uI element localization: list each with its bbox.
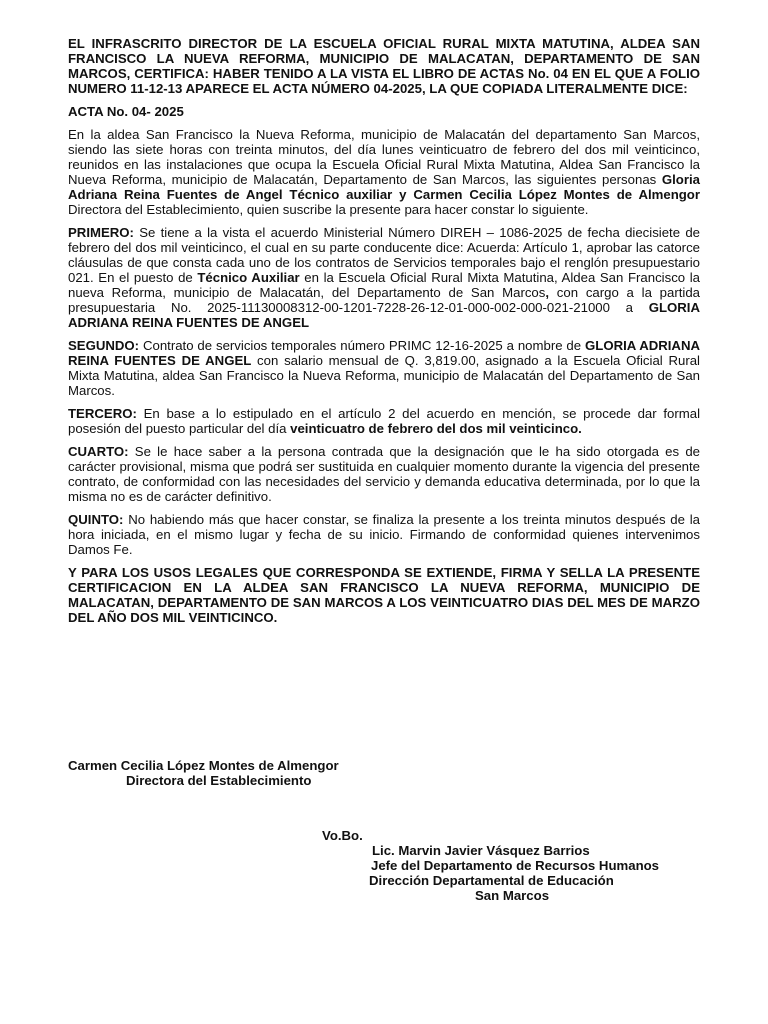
acta-title: ACTA No. 04- 2025 [68,104,184,119]
vobo-title-2: Dirección Departamental de Educación [369,873,614,888]
quinto-label: QUINTO: [68,512,124,527]
tercero-paragraph [68,406,700,436]
segundo-label: SEGUNDO: [68,338,140,353]
certification-header: EL INFRASCRITO DIRECTOR DE LA ESCUELA OFICIAL RURAL MIXTA MATUTINA, ALDEA SAN FRANCISCO LA NUEVA REFORMA, MUNICIPIO DE MALACATAN, DEPARTAMENTO DE SAN MARCOS, CERTIFICA: HABER TENIDO A LA VISTA EL LIBRO DE ACTAS No. 04 EN EL QUE A FOLIO NUMERO 11-12-13 APARECE EL ACTA NÚMERO 04-2025, LA QUE COPIADA LITERALMENTE DICE: [68,36,700,96]
vobo-title-1: Jefe del Departamento de Recursos Humanos [371,858,660,873]
segundo-text-1: Contrato de servicios temporales número PRIMC 12-16-2025 a nombre de [139,338,585,353]
director-signature-block [68,758,339,788]
vobo-name: Lic. Marvin Javier Vásquez Barrios [372,843,590,858]
primero-person: GLORIA ADRIANA REINA FUENTES DE ANGEL [68,300,700,330]
closing-statement: Y PARA LOS USOS LEGALES QUE CORRESPONDA SE EXTIENDE, FIRMA Y SELLA LA PRESENTE CERTIFICACION EN LA ALDEA SAN FRANCISCO LA NUEVA REFORMA, MUNICIPIO DE MALACATAN, DEPARTAMENTO DE SAN MARCOS A LOS VEINTICUATRO DIAS DEL MES DE MARZO DEL AÑO DOS MIL VEINTICINCO. [68,565,700,625]
primero-label: PRIMERO: [68,225,134,240]
vobo-title-3: San Marcos [475,888,550,903]
primero-paragraph [68,225,700,330]
tercero-date: veinticuatro de febrero del dos mil veinticinco. [290,421,582,436]
director-title: Directora del Establecimiento [126,773,312,788]
intro-paragraph [68,127,700,217]
primero-text-2: en la Escuela Oficial Rural Mixta Matutina, Aldea San Francisco la nueva Reforma, municipio de Malacatán, del Departamento de San Marcos [68,270,700,300]
director-name: Carmen Cecilia López Montes de Almengor [68,758,339,773]
segundo-paragraph [68,338,700,398]
intro-names: Gloria Adriana Reina Fuentes de Angel Técnico auxiliar y Carmen Cecilia López Montes de Almengor [68,172,700,202]
segundo-text-2: con salario mensual de Q. 3,819.00, asignado a la Escuela Oficial Rural Mixta Matutina, aldea San Francisco la Nueva Reforma, municipio de Malacatán del Departamento de San Marcos. [68,353,700,398]
primero-text-1: Se tiene a la vista el acuerdo Ministerial Número DIREH – 1086-2025 de fecha diecisiete de febrero del dos mil veinticinco, el cual en su parte conducente dice: Acuerda: Artículo 1, aprobar las catorce cláusulas de que consta cada uno de los contratos de Servicios temporales bajo el renglón presupuestario 021. En el puesto de [68,225,700,285]
tercero-text-1: En base a lo estipulado en el artículo 2 del acuerdo en mención, se procede dar formal posesión del puesto particular del día [68,406,700,436]
cuarto-text-1: Se le hace saber a la persona contrada que la designación que le ha sido otorgada es de carácter provisional, misma que podrá ser sustituida en cualquier momento durante la vigencia del presente contrato, de conformidad con las necesidades del servicio y demanda educativa determinada, por lo que la misma no es de carácter definitivo. [68,444,700,504]
document-body [68,36,700,633]
intro-text-1: En la aldea San Francisco la Nueva Reforma, municipio de Malacatán del departamento San Marcos, siendo las siete horas con treinta minutos, del día lunes veinticuatro de febrero del dos mil veinticinco, reunidos en las instalaciones que ocupa la Escuela Oficial Rural Mixta Matutina, Aldea San Francisco la Nueva Reforma, municipio de Malacatán, Departamento de San Marcos, las siguientes personas [68,127,700,187]
primero-position: Técnico Auxiliar [197,270,300,285]
primero-text-3: con cargo a la partida presupuestaria No. 2025-11130008312-00-1201-7228-26-12-01-000-002-000-021-21000 a [68,285,700,315]
quinto-paragraph [68,512,700,557]
segundo-person: GLORIA ADRIANA REINA FUENTES DE ANGEL [68,338,700,368]
tercero-label: TERCERO: [68,406,137,421]
intro-text-2: Directora del Establecimiento, quien suscribe la presente para hacer constar lo siguiente. [68,202,589,217]
cuarto-label: CUARTO: [68,444,129,459]
vobo-label: Vo.Bo. [322,828,363,843]
primero-comma: , [545,285,550,300]
vobo-signature-block [322,828,659,903]
quinto-text-1: No habiendo más que hacer constar, se finaliza la presente a los treinta minutos después de la hora iniciada, en el mismo lugar y fecha de su inicio. Firmando de conformidad quienes intervenimos Damos Fe. [68,512,700,557]
cuarto-paragraph [68,444,700,504]
